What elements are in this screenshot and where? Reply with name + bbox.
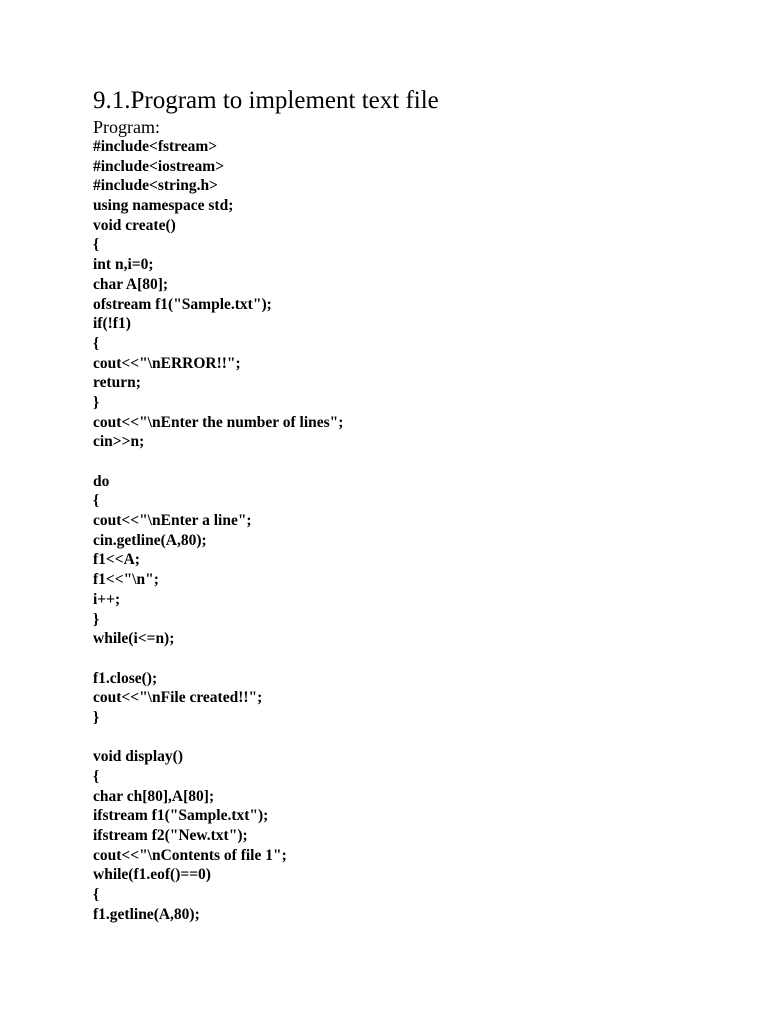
- code-line: f1.close();: [93, 669, 158, 687]
- code-line: ifstream f1("Sample.txt");: [93, 807, 269, 825]
- code-line: {: [93, 236, 100, 254]
- code-line: using namespace std;: [93, 197, 234, 215]
- code-line: }: [93, 610, 100, 628]
- code-line: cin.getline(A,80);: [93, 531, 207, 549]
- code-line: while(f1.eof()==0): [93, 866, 211, 884]
- code-line: char A[80];: [93, 275, 169, 293]
- code-line: f1<<"\n";: [93, 571, 159, 589]
- code-line: cout<<"\nFile created!!";: [93, 689, 263, 707]
- section-heading: 9.1.Program to implement text file: [93, 87, 439, 114]
- code-line: cin>>n;: [93, 433, 145, 451]
- code-line: #include<iostream>: [93, 157, 225, 175]
- code-line: #include<fstream>: [93, 138, 218, 155]
- code-line: {: [93, 492, 100, 510]
- code-line: [93, 649, 343, 669]
- code-line: }: [93, 708, 100, 726]
- code-line: do: [93, 472, 110, 490]
- program-label: Program:: [93, 117, 160, 137]
- code-line: [93, 452, 343, 472]
- code-line: cout<<"\nEnter the number of lines";: [93, 413, 344, 431]
- code-line: if(!f1): [93, 315, 131, 333]
- code-line: return;: [93, 374, 141, 392]
- code-line: char ch[80],A[80];: [93, 787, 215, 805]
- code-line: void display(): [93, 748, 184, 766]
- code-line: {: [93, 334, 100, 352]
- code-line: #include<string.h>: [93, 177, 218, 195]
- code-line: while(i<=n);: [93, 630, 175, 648]
- code-line: ofstream f1("Sample.txt");: [93, 295, 272, 313]
- code-line: void create(): [93, 216, 176, 234]
- code-line: {: [93, 768, 100, 785]
- code-line: cout<<"\nContents of file 1";: [93, 846, 287, 864]
- code-line: f1<<A;: [93, 551, 140, 569]
- code-listing: [93, 137, 343, 925]
- code-line: cout<<"\nERROR!!";: [93, 354, 241, 372]
- code-line: {: [93, 886, 100, 904]
- code-line: }: [93, 393, 100, 411]
- code-line: [93, 728, 343, 748]
- code-line: i++;: [93, 590, 121, 608]
- code-line: int n,i=0;: [93, 256, 154, 274]
- code-line: cout<<"\nEnter a line";: [93, 512, 252, 530]
- code-line: ifstream f2("New.txt");: [93, 827, 248, 845]
- code-line: f1.getline(A,80);: [93, 905, 200, 923]
